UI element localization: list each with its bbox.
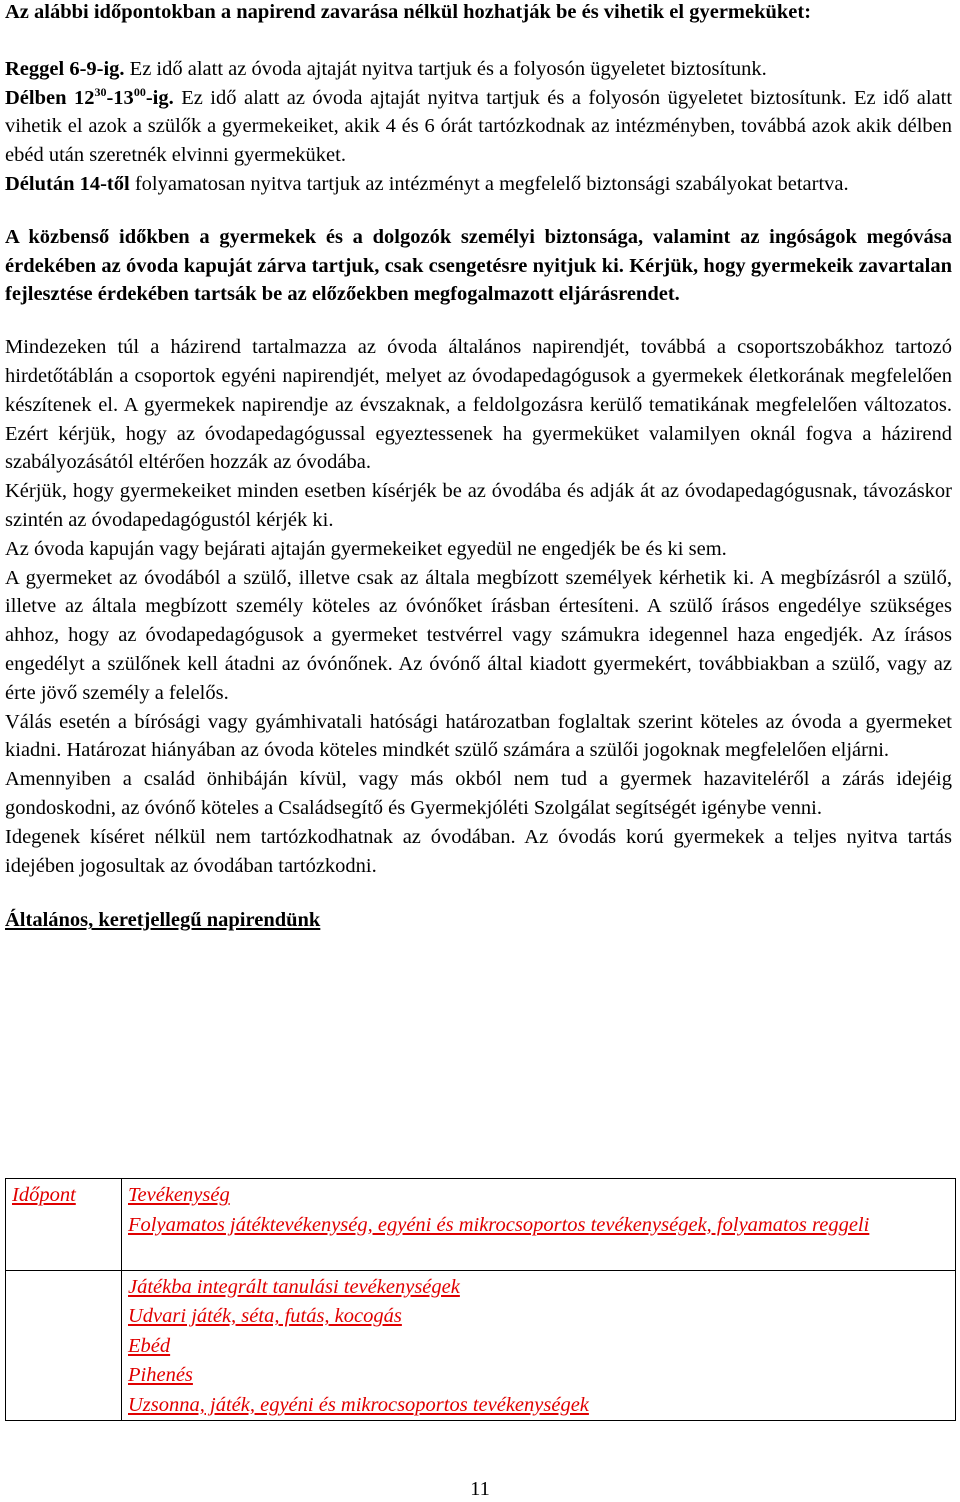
activity-item: Uzsonna, játék, egyéni és mikrocsoportos tevékenységek	[128, 1393, 589, 1416]
rules-paragraph: Kérjük, hogy gyermekeiket minden esetben kísérjék be az óvodába és adják át az óvodapedagógusnak, távozáskor szintén az óvodapedagógustól kérjék ki.	[5, 480, 952, 531]
table-row	[6, 1179, 956, 1271]
rules-paragraph: Válás esetén a bírósági vagy gyámhivatali hatósági határozatban foglaltak szerint köteles az óvoda a gyermeket kiadni. Határozat hiányában az óvoda köteles mindkét szülő számára a szülői jogoknak megfelelően eljárni.	[5, 710, 952, 762]
rules-paragraph: Idegenek kíséret nélkül nem tartózkodhatnak az óvodában. Az óvodás korú gyermekek a teljes nyitva tartás idejében jogosultak az óvodában tartózkodni.	[5, 825, 952, 877]
security-paragraph: A közbenső időkben a gyermekek és a dolgozók személyi biztonsága, valamint az ingóságok megóvása érdekében az óvoda kapuját zárva tartjuk, csak csengetésre nyitjuk ki. Kérjük, hogy gyermekeik zavartalan fejlesztése érdekében tartsák be az előzőekben megfogalmazott eljárásrendet.	[5, 225, 952, 306]
document-page	[5, 0, 952, 935]
morning-text: Ez idő alatt az óvoda ajtaját nyitva tartjuk és a folyosón ügyeletet biztosítunk.	[129, 57, 767, 80]
activity-header: Tevékenység	[128, 1184, 230, 1206]
noon-label: Délben $12^{30}-13^{00}-ig$.	[5, 84, 174, 109]
schedule-table	[5, 1178, 956, 1421]
activity-item: Folyamatos játéktevékenység, egyéni és mikrocsoportos tevékenységek, folyamatos reggeli	[128, 1213, 870, 1236]
intro-heading	[5, 0, 952, 27]
page-number: 11	[470, 1478, 490, 1500]
afternoon-label: Délután 14-től	[5, 172, 130, 195]
morning-label: Reggel 6-9-ig.	[5, 57, 125, 80]
rules-paragraph: Amennyiben a család önhibáján kívül, vagy más okból nem tud a gyermek hazaviteléről a zárás idejéig gondoskodni, az óvónő köteles a Családsegítő és Gyermekjóléti Szolgálat segítségét igénybe venni.	[5, 768, 952, 819]
noon-text: Ez idő alatt az óvoda ajtaját nyitva tartjuk és a folyosón ügyeletet biztosítunk. Ez idő alatt vihetik el azok a szülők a gyermekeiket, akik 4 és 6 órát tartózkodnak az intézményben, továbbá azok akik délben ebéd után szeretnék elvinni gyermeküket.	[5, 86, 953, 167]
schedule-heading: Általános, keretjellegű napirendünk	[5, 909, 321, 932]
rules-paragraph: Mindezeken túl a házirend tartalmazza az óvoda általános napirendjét, továbbá a csoportszobákhoz tartozó hirdetőtáblán a csoportok egyéni napirendjét, melyet az óvodapedagógusok a gyermekek életkorának megfelelően készítenek el. A gyermekek napirendje az évszaknak, a feldolgozásra kerülő tematikának megfelelően változatos. Ezért kérjük, hogy az óvodapedagógussal egyeztessenek ha gyermeküket valamilyen oknál fogva a házirend szabályozásától eltérően hozzák az óvodába.	[5, 336, 952, 474]
activity-cell	[122, 1270, 956, 1421]
activity-item: Pihenés	[128, 1364, 193, 1386]
time-cell	[6, 1270, 122, 1421]
intro-text: Az alábbi időpontokban a napirend zavarása nélkül hozhatják be és vihetik el gyermeküket:	[5, 1, 812, 23]
activity-item: Udvari játék, séta, futás, kocogás	[128, 1305, 402, 1327]
afternoon-text: folyamatosan nyitva tartjuk az intézményt a megfelelő biztonsági szabályokat betartva.	[134, 172, 849, 195]
time-header-cell	[6, 1179, 122, 1271]
time-header: Időpont	[12, 1184, 76, 1206]
activity-item: Játékba integrált tanulási tevékenységek	[128, 1275, 460, 1298]
activity-cell	[122, 1179, 956, 1271]
rules-paragraph: Az óvoda kapuján vagy bejárati ajtaján gyermekeiket egyedül ne engedjék be és ki sem.	[5, 537, 727, 560]
table-row	[6, 1270, 956, 1421]
activity-item: Ebéd	[128, 1334, 171, 1357]
rules-paragraph: A gyermeket az óvodából a szülő, illetve csak az általa megbízott személyek kérhetik ki. A megbízásról a szülő, illetve az általa megbízott személy köteles az óvónőket írásban értesíteni. A szülő írásos engedélye szükséges ahhoz, hogy az óvodapedagógusok a gyermeket testvérrel vagy számukra idegennel haza engedjék. Az írásos engedélyt a szülőnek kell átadni az óvónőnek. Az óvónő által kiadott gyermekért, továbbiakban a szülő, vagy az érte jövő személy a felelős.	[5, 566, 952, 704]
rules-section	[5, 333, 952, 880]
opening-hours-block	[5, 55, 952, 199]
